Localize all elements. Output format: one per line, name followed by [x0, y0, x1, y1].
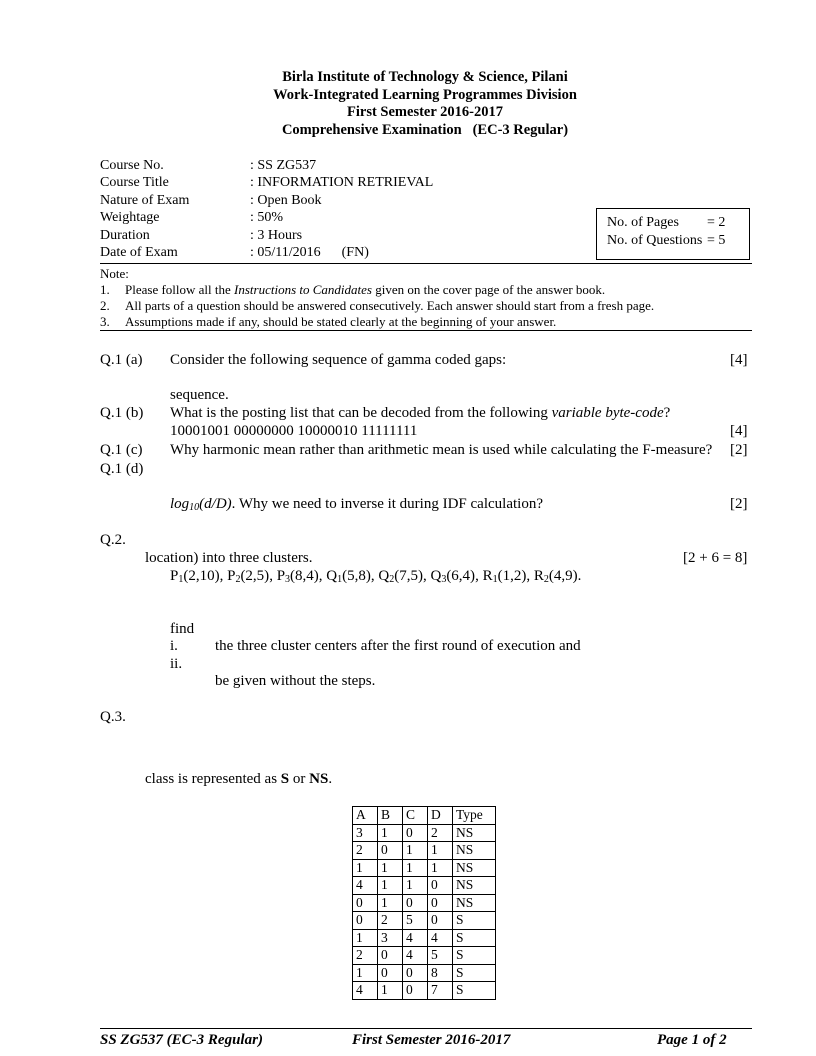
question-label: Q.3.: [100, 709, 126, 725]
table-cell: 0: [378, 964, 403, 982]
table-cell: 2: [353, 842, 378, 860]
table-cell: 1: [428, 859, 453, 877]
info-label: Course No.: [100, 158, 164, 173]
question-label: Q.1 (d): [100, 461, 144, 477]
footer-semester: First Semester 2016-2017: [352, 1032, 511, 1048]
note-item: Assumptions made if any, should be stated clearly at the beginning of your answer.: [125, 314, 557, 329]
info-label: Nature of Exam: [100, 193, 190, 208]
table-cell: 5: [403, 912, 428, 930]
table-cell: 4: [428, 929, 453, 947]
table-cell: 4: [353, 982, 378, 1000]
table-cell: 0: [428, 894, 453, 912]
list-number: i.: [170, 638, 178, 654]
info-value: : 50%: [250, 210, 284, 225]
list-number: ii.: [170, 656, 183, 672]
question-text: be given without the steps.: [215, 673, 376, 689]
table-cell: 1: [353, 859, 378, 877]
column-header: C: [403, 807, 428, 825]
division-name: Work-Integrated Learning Programmes Division: [273, 86, 577, 103]
table-cell: 4: [353, 877, 378, 895]
table-cell: NS: [453, 824, 496, 842]
table-cell: 0: [403, 964, 428, 982]
info-value: : 05/11/2016 (FN): [250, 245, 369, 260]
question-text: location) into three clusters.: [145, 550, 313, 566]
semester-title: First Semester 2016-2017: [347, 104, 503, 120]
table-cell: S: [453, 929, 496, 947]
table-row: [353, 859, 496, 877]
table-cell: 4: [403, 947, 428, 965]
question-text: Why harmonic mean rather than arithmetic mean is used while calculating the F-measure?: [170, 442, 713, 458]
table-cell: 0: [403, 982, 428, 1000]
exam-header: [0, 69, 816, 139]
table-cell: 3: [353, 824, 378, 842]
table-cell: 1: [378, 859, 403, 877]
footer-divider: [100, 1028, 752, 1029]
footer-page: Page 1 of 2: [657, 1032, 727, 1048]
question-marks: [2]: [730, 442, 748, 458]
table-cell: 3: [378, 929, 403, 947]
footer-course: SS ZG537 (EC-3 Regular): [100, 1032, 263, 1048]
question-label: Q.1 (a): [100, 352, 143, 368]
question-text: class is represented as S or NS.: [145, 771, 333, 787]
table-cell: 2: [378, 912, 403, 930]
table-cell: 0: [428, 912, 453, 930]
question-text: What is the posting list that can be decoded from the following variable byte-code?: [170, 405, 671, 421]
table-header-row: [353, 807, 496, 825]
table-cell: 0: [353, 894, 378, 912]
info-value: : INFORMATION RETRIEVAL: [250, 175, 434, 190]
table-cell: S: [453, 912, 496, 930]
question-marks: [2]: [730, 496, 748, 512]
table-cell: 1: [378, 877, 403, 895]
table-cell: 1: [353, 964, 378, 982]
question-label: Q.1 (b): [100, 405, 144, 421]
table-cell: 1: [428, 842, 453, 860]
column-header: Type: [453, 807, 496, 825]
question-text: $\log_{10}(d/D)$. Why we need to inverse it during IDF calculation?: [170, 496, 543, 513]
divider: [100, 263, 752, 264]
question-text: the three cluster centers after the first round of execution and: [215, 638, 581, 654]
table-row: [353, 929, 496, 947]
question-label: Q.1 (c): [100, 442, 143, 458]
table-cell: 0: [378, 842, 403, 860]
question-marks: [2 + 6 = 8]: [683, 550, 748, 566]
point-list: $P_1(2,10)$, $P_2(2,5)$, $P_3(8,4)$, $Q_1(5,8)$, $Q_2(7,5)$, $Q_3(6,4)$, $R_1(1,2)$, $R_2(4,9)$.: [170, 568, 582, 585]
table-cell: 7: [428, 982, 453, 1000]
table-cell: 5: [428, 947, 453, 965]
table-row: [353, 824, 496, 842]
table-cell: NS: [453, 859, 496, 877]
question-label: Q.2.: [100, 532, 126, 548]
note-number: 3.: [100, 314, 110, 329]
table-cell: S: [453, 982, 496, 1000]
table-cell: NS: [453, 894, 496, 912]
exam-title: Comprehensive Examination (EC-3 Regular): [281, 121, 569, 138]
info-value: : Open Book: [250, 193, 322, 208]
question-text: sequence.: [170, 387, 229, 403]
note-item: Please follow all the Instructions to Candidates given on the cover page of the answer book.: [125, 282, 606, 297]
question-marks: [4]: [730, 352, 748, 368]
table-cell: 0: [428, 877, 453, 895]
table-cell: S: [453, 947, 496, 965]
table-cell: 1: [378, 894, 403, 912]
divider: [100, 330, 752, 331]
table-cell: 0: [378, 947, 403, 965]
note-number: 2.: [100, 298, 110, 313]
table-row: [353, 947, 496, 965]
table-cell: NS: [453, 877, 496, 895]
institute-name: Birla Institute of Technology & Science, Pilani: [282, 69, 568, 85]
questions-value: = 5: [707, 233, 726, 248]
column-header: B: [378, 807, 403, 825]
table-cell: NS: [453, 842, 496, 860]
questions-label: No. of Questions: [607, 233, 703, 248]
note-item: All parts of a question should be answered consecutively. Each answer should start from a fresh page.: [125, 298, 655, 313]
table-row: [353, 877, 496, 895]
question-marks: [4]: [730, 423, 748, 439]
table-cell: 1: [353, 929, 378, 947]
pages-value: = 2: [707, 215, 726, 230]
column-header: A: [353, 807, 378, 825]
table-row: [353, 842, 496, 860]
table-cell: S: [453, 964, 496, 982]
table-row: [353, 982, 496, 1000]
table-cell: 1: [378, 982, 403, 1000]
table-cell: 8: [428, 964, 453, 982]
table-cell: 4: [403, 929, 428, 947]
info-value: : 3 Hours: [250, 228, 303, 243]
table-cell: 1: [403, 877, 428, 895]
table-cell: 1: [378, 824, 403, 842]
info-label: Duration: [100, 228, 150, 243]
table-cell: 2: [428, 824, 453, 842]
note-number: 1.: [100, 282, 110, 297]
summary-box: [596, 208, 750, 260]
table-cell: 1: [403, 859, 428, 877]
table-row: [353, 964, 496, 982]
table-cell: 0: [403, 894, 428, 912]
question-text: Consider the following sequence of gamma coded gaps:: [170, 352, 507, 368]
table-row: [353, 912, 496, 930]
column-header: D: [428, 807, 453, 825]
table-row: [353, 894, 496, 912]
info-label: Date of Exam: [100, 245, 178, 260]
info-value: : SS ZG537: [250, 158, 317, 173]
table-cell: 2: [353, 947, 378, 965]
table-cell: 1: [403, 842, 428, 860]
table-cell: 0: [353, 912, 378, 930]
info-label: Course Title: [100, 175, 169, 190]
info-label: Weightage: [100, 210, 160, 225]
note-title: Note:: [100, 266, 129, 281]
pages-label: No. of Pages: [607, 215, 679, 230]
table-cell: 0: [403, 824, 428, 842]
question-text: find: [170, 621, 195, 637]
training-data-table: [352, 806, 496, 1000]
byte-code: 10001001 00000000 10000010 11111111: [170, 423, 418, 439]
